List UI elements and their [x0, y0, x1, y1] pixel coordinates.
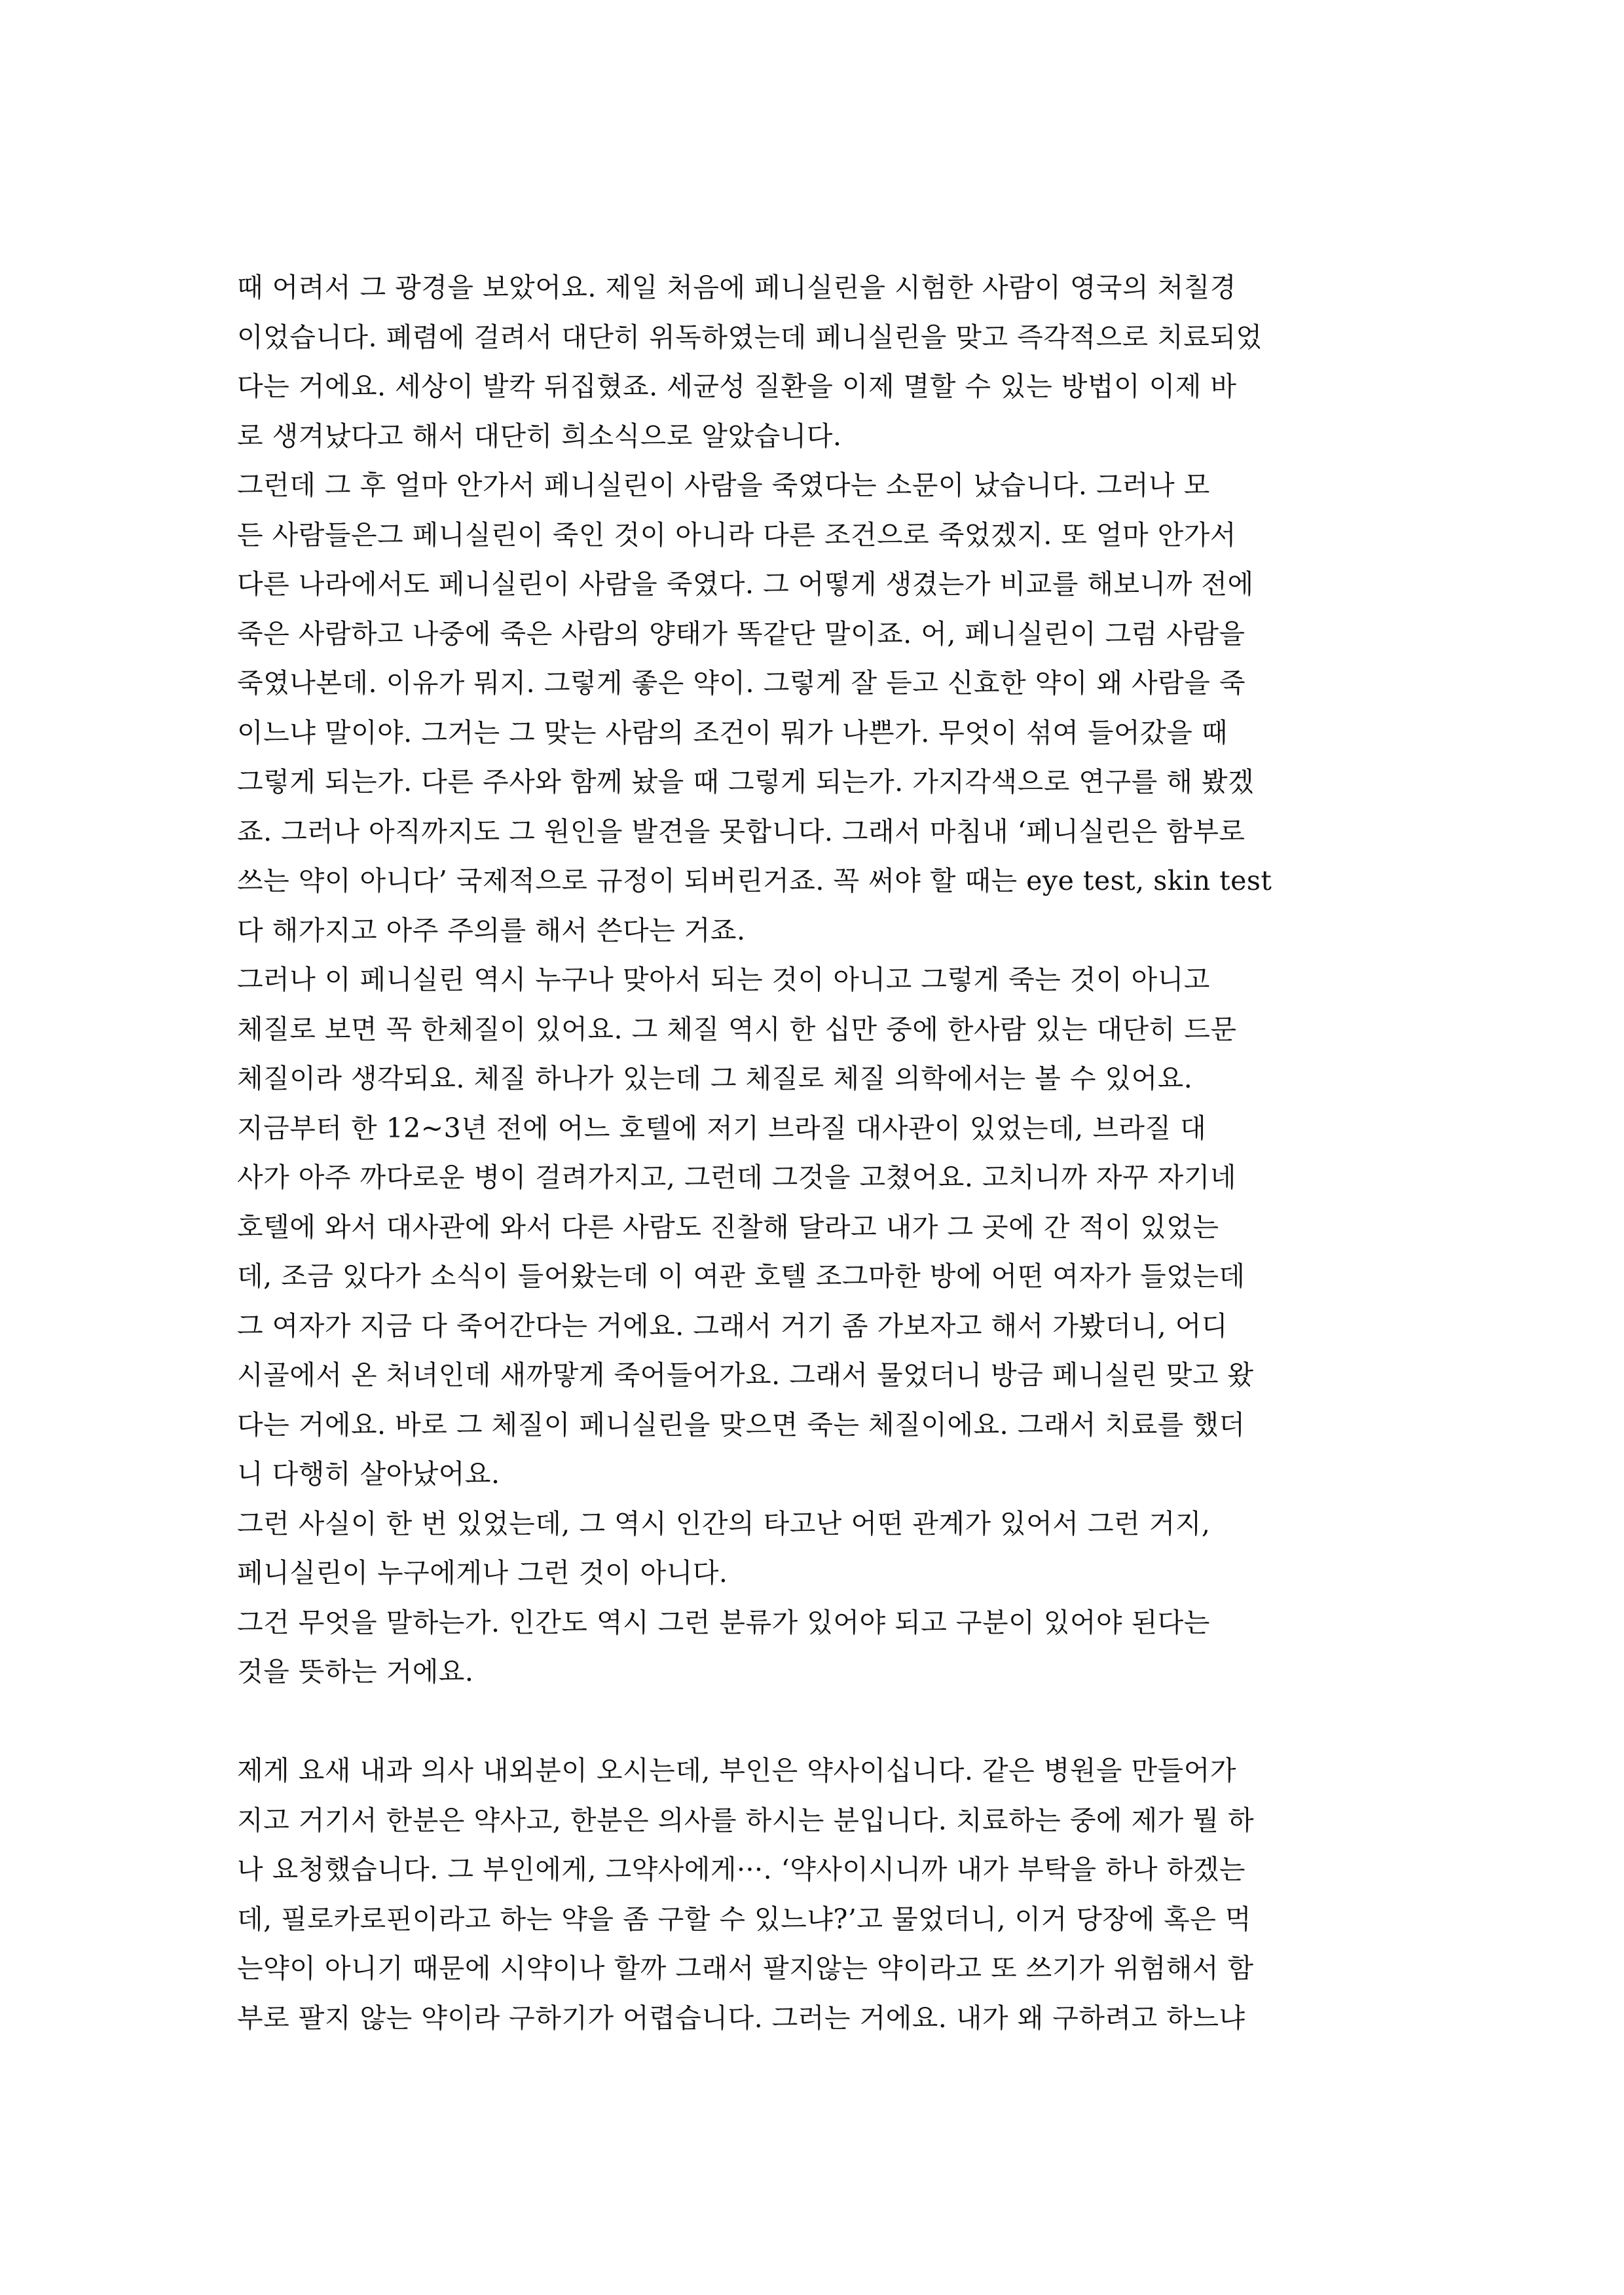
text-line: 든 사람들은그 페니실린이 죽인 것이 아니라 다른 조건으로 죽었겠지. 또 얼마 안가서 — [237, 519, 1236, 551]
body-text — [237, 263, 1396, 2043]
text-line: 지금부터 한 12~3년 전에 어느 호텔에 저기 브라질 대사관이 있었는데, 브라질 대 — [237, 1112, 1207, 1144]
text-line: 그렇게 되는가. 다른 주사와 함께 놨을 때 그렇게 되는가. 가지각색으로 연구를 해 봤겠 — [237, 766, 1255, 798]
text-line: 데, 조금 있다가 소식이 들어왔는데 이 여관 호텔 조그마한 방에 어떤 여자가 들었는데 — [237, 1260, 1246, 1292]
text-line: 부로 팔지 않는 약이라 구하기가 어렵습니다. 그러는 거에요. 내가 왜 구하려고 하느냐 — [237, 2002, 1246, 2034]
text-line: 지고 거기서 한분은 약사고, 한분은 의사를 하시는 분입니다. 치료하는 중에 제가 뭘 하 — [237, 1804, 1255, 1836]
text-line: 이느냐 말이야. 그거는 그 맞는 사람의 조건이 뭐가 나쁜가. 무엇이 섞여 들어갔을 때 — [237, 716, 1228, 748]
text-line: 그런데 그 후 얼마 안가서 페니실린이 사람을 죽였다는 소문이 났습니다. 그러나 모 — [237, 469, 1210, 501]
text-line: 다 해가지고 아주 주의를 해서 쓴다는 거죠. — [237, 914, 746, 946]
text-line: 데, 필로카로핀이라고 하는 약을 좀 구할 수 있느냐?’고 물었더니, 이거 당장에 혹은 먹 — [237, 1903, 1251, 1935]
text-line: 죽였나본데. 이유가 뭐지. 그렇게 좋은 약이. 그렇게 잘 듣고 신효한 약이 왜 사람을 죽 — [237, 667, 1246, 699]
text-line: 다는 거에요. 세상이 발칵 뒤집혔죠. 세균성 질환을 이제 멸할 수 있는 방법이 이제 바 — [237, 371, 1237, 402]
text-line: 것을 뜻하는 거에요. — [237, 1656, 474, 1687]
text-line: 죽은 사람하고 나중에 죽은 사람의 양태가 똑같단 말이죠. 어, 페니실린이 그럼 사람을 — [237, 617, 1246, 650]
text-line: 때 어려서 그 광경을 보았어요. 제일 처음에 페니실린을 시험한 사람이 영국의 처칠경 — [237, 272, 1236, 303]
text-line: 그건 무엇을 말하는가. 인간도 역시 그런 분류가 있어야 되고 구분이 있어야 된다는 — [237, 1606, 1210, 1638]
text-line: 그 여자가 지금 다 죽어간다는 거에요. 그래서 거기 좀 가보자고 해서 가봤더니, 어디 — [237, 1310, 1228, 1342]
text-line: 페니실린이 누구에게나 그런 것이 아니다. — [237, 1557, 728, 1588]
text-line: 시골에서 온 처녀인데 새까맣게 죽어들어가요. 그래서 물었더니 방금 페니실린 맞고 왔 — [237, 1359, 1254, 1391]
text-line: 호텔에 와서 대사관에 와서 다른 사람도 진찰해 달라고 내가 그 곳에 간 적이 있었는 — [237, 1211, 1219, 1243]
text-line: 제게 요새 내과 의사 내외분이 오시는데, 부인은 약사이십니다. 같은 병원을 만들어가 — [237, 1755, 1236, 1786]
text-line: 그런 사실이 한 번 있었는데, 그 역시 인간의 타고난 어떤 관계가 있어서 그런 거지, — [237, 1507, 1211, 1539]
text-line: 는약이 아니기 때문에 시약이나 할까 그래서 팔지않는 약이라고 또 쓰기가 위험해서 함 — [237, 1953, 1254, 1984]
text-line: 죠. 그러나 아직까지도 그 원인을 발견을 못합니다. 그래서 마침내 ‘페니실린은 함부로 — [237, 815, 1246, 847]
paragraph-gap — [237, 1697, 1396, 1747]
text-line: 이었습니다. 폐렴에 걸려서 대단히 위독하였는데 페니실린을 맞고 즉각적으로 치료되었 — [237, 321, 1263, 353]
text-line: 쓰는 약이 아니다’ 국제적으로 규정이 되버린거죠. 꼭 써야 할 때는 eye test, skin test — [237, 865, 1272, 896]
text-line: 그러나 이 페니실린 역시 누구나 맞아서 되는 것이 아니고 그렇게 죽는 것이 아니고 — [237, 964, 1210, 995]
text-line: 다는 거에요. 바로 그 체질이 페니실린을 맞으면 죽는 체질이에요. 그래서 치료를 했더 — [237, 1408, 1246, 1441]
text-line: 체질이라 생각되요. 체질 하나가 있는데 그 체질로 체질 의학에서는 볼 수 있어요. — [237, 1063, 1193, 1094]
text-line: 니 다행히 살아났어요. — [237, 1458, 500, 1490]
text-line: 나 요청했습니다. 그 부인에게, 그약사에게···. ‘약사이시니까 내가 부탁을 하나 하겠는 — [237, 1854, 1246, 1885]
text-line: 로 생겨났다고 해서 대단히 희소식으로 알았습니다. — [237, 420, 842, 452]
text-line: 사가 아주 까다로운 병이 걸려가지고, 그런데 그것을 고쳤어요. 고치니까 자꾸 자기네 — [237, 1162, 1236, 1193]
text-line: 다른 나라에서도 페니실린이 사람을 죽였다. 그 어떻게 생겼는가 비교를 해보니까 전에 — [237, 568, 1254, 600]
text-line: 체질로 보면 꼭 한체질이 있어요. 그 체질 역시 한 십만 중에 한사람 있는 대단히 드문 — [237, 1013, 1237, 1045]
